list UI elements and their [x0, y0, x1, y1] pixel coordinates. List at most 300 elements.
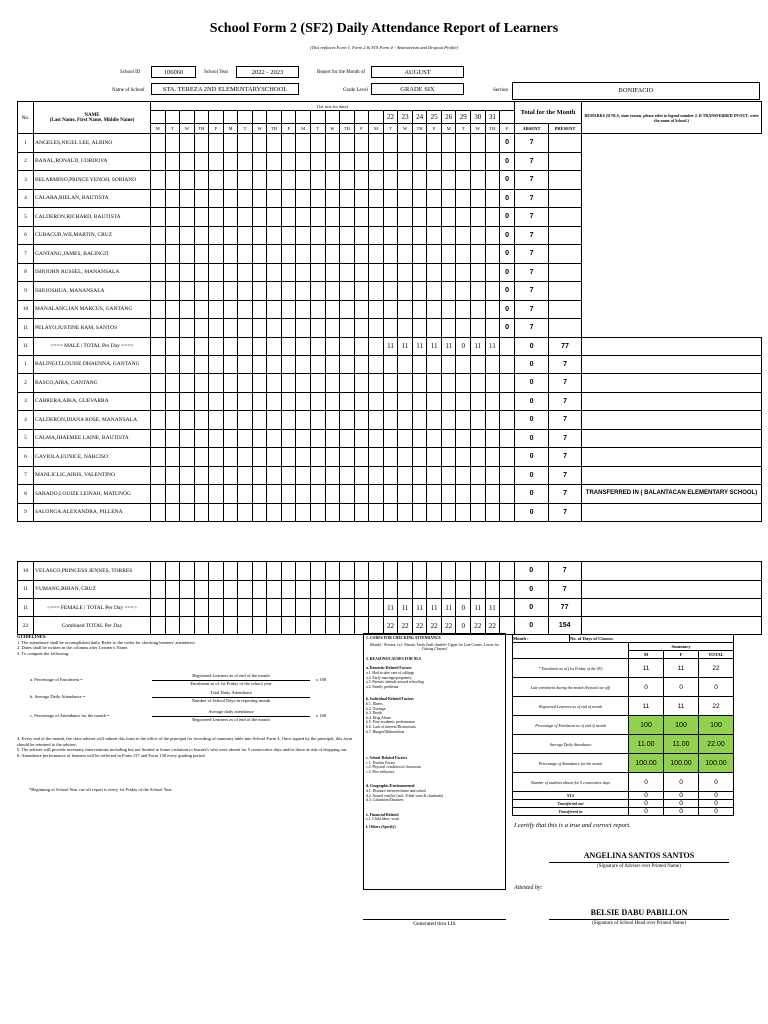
attendance-cell[interactable]: [252, 134, 267, 153]
attendance-cell[interactable]: [427, 485, 442, 504]
attendance-cell[interactable]: [311, 503, 326, 522]
attendance-cell[interactable]: [281, 562, 296, 581]
attendance-cell[interactable]: [456, 562, 471, 581]
attendance-cell[interactable]: [325, 226, 340, 245]
attendance-cell[interactable]: [267, 134, 282, 153]
attendance-cell[interactable]: [311, 411, 326, 430]
attendance-cell[interactable]: [252, 152, 267, 171]
attendance-cell[interactable]: [340, 503, 355, 522]
attendance-cell[interactable]: [398, 226, 413, 245]
attendance-cell[interactable]: [325, 355, 340, 374]
attendance-cell[interactable]: [500, 448, 515, 467]
attendance-cell[interactable]: [209, 485, 224, 504]
attendance-cell[interactable]: [165, 355, 180, 374]
attendance-cell[interactable]: [383, 562, 398, 581]
attendance-cell[interactable]: [441, 429, 456, 448]
attendance-cell[interactable]: [441, 245, 456, 264]
attendance-cell[interactable]: [223, 429, 238, 448]
attendance-cell[interactable]: [238, 374, 253, 393]
attendance-cell[interactable]: [267, 429, 282, 448]
attendance-cell[interactable]: [412, 245, 427, 264]
attendance-cell[interactable]: [471, 374, 486, 393]
attendance-cell[interactable]: [281, 263, 296, 282]
attendance-cell[interactable]: [267, 171, 282, 190]
attendance-cell[interactable]: [252, 282, 267, 301]
attendance-cell[interactable]: [165, 263, 180, 282]
attendance-cell[interactable]: [456, 319, 471, 338]
attendance-cell[interactable]: [238, 503, 253, 522]
attendance-cell[interactable]: [471, 245, 486, 264]
attendance-cell[interactable]: [194, 485, 209, 504]
attendance-cell[interactable]: [252, 208, 267, 227]
attendance-cell[interactable]: [151, 263, 166, 282]
attendance-cell[interactable]: [238, 226, 253, 245]
attendance-cell[interactable]: [325, 448, 340, 467]
attendance-cell[interactable]: [151, 429, 166, 448]
attendance-cell[interactable]: [456, 392, 471, 411]
attendance-cell[interactable]: [151, 319, 166, 338]
attendance-cell[interactable]: [238, 208, 253, 227]
attendance-cell[interactable]: [383, 152, 398, 171]
attendance-cell[interactable]: [194, 503, 209, 522]
attendance-cell[interactable]: [281, 466, 296, 485]
attendance-cell[interactable]: [238, 411, 253, 430]
attendance-cell[interactable]: [296, 282, 311, 301]
attendance-cell[interactable]: [485, 485, 500, 504]
attendance-cell[interactable]: [296, 134, 311, 153]
attendance-cell[interactable]: [151, 503, 166, 522]
attendance-cell[interactable]: [311, 392, 326, 411]
attendance-cell[interactable]: [267, 282, 282, 301]
attendance-cell[interactable]: [485, 263, 500, 282]
attendance-cell[interactable]: [223, 189, 238, 208]
attendance-cell[interactable]: [456, 448, 471, 467]
attendance-cell[interactable]: [151, 152, 166, 171]
attendance-cell[interactable]: [209, 466, 224, 485]
attendance-cell[interactable]: [296, 429, 311, 448]
attendance-cell[interactable]: [398, 374, 413, 393]
attendance-cell[interactable]: [354, 466, 369, 485]
attendance-cell[interactable]: [383, 448, 398, 467]
attendance-cell[interactable]: [252, 245, 267, 264]
attendance-cell[interactable]: [383, 580, 398, 599]
attendance-cell[interactable]: [165, 189, 180, 208]
attendance-cell[interactable]: [471, 466, 486, 485]
attendance-cell[interactable]: [311, 152, 326, 171]
attendance-cell[interactable]: [296, 208, 311, 227]
attendance-cell[interactable]: [485, 152, 500, 171]
attendance-cell[interactable]: [238, 448, 253, 467]
attendance-cell[interactable]: [427, 171, 442, 190]
attendance-cell[interactable]: [311, 226, 326, 245]
attendance-cell[interactable]: [296, 448, 311, 467]
attendance-cell[interactable]: [209, 319, 224, 338]
attendance-cell[interactable]: [296, 485, 311, 504]
attendance-cell[interactable]: [412, 189, 427, 208]
attendance-cell[interactable]: [340, 189, 355, 208]
attendance-cell[interactable]: [223, 282, 238, 301]
attendance-cell[interactable]: [165, 245, 180, 264]
attendance-cell[interactable]: [165, 282, 180, 301]
attendance-cell[interactable]: [281, 374, 296, 393]
attendance-cell[interactable]: [485, 189, 500, 208]
attendance-cell[interactable]: [500, 485, 515, 504]
attendance-cell[interactable]: [281, 300, 296, 319]
attendance-cell[interactable]: [427, 152, 442, 171]
attendance-cell[interactable]: [325, 189, 340, 208]
attendance-cell[interactable]: [398, 448, 413, 467]
attendance-cell[interactable]: [180, 300, 195, 319]
attendance-cell[interactable]: [485, 448, 500, 467]
attendance-cell[interactable]: [383, 429, 398, 448]
attendance-cell[interactable]: [383, 355, 398, 374]
attendance-cell[interactable]: [252, 485, 267, 504]
attendance-cell[interactable]: [281, 485, 296, 504]
attendance-cell[interactable]: [441, 152, 456, 171]
attendance-cell[interactable]: [296, 411, 311, 430]
attendance-cell[interactable]: [267, 300, 282, 319]
attendance-cell[interactable]: [412, 134, 427, 153]
attendance-cell[interactable]: [383, 392, 398, 411]
attendance-cell[interactable]: [369, 411, 384, 430]
attendance-cell[interactable]: [456, 226, 471, 245]
attendance-cell[interactable]: [223, 171, 238, 190]
attendance-cell[interactable]: [151, 562, 166, 581]
attendance-cell[interactable]: [180, 355, 195, 374]
attendance-cell[interactable]: [427, 448, 442, 467]
attendance-cell[interactable]: [383, 374, 398, 393]
attendance-cell[interactable]: [369, 152, 384, 171]
attendance-cell[interactable]: [180, 411, 195, 430]
attendance-cell[interactable]: [354, 355, 369, 374]
attendance-cell[interactable]: [471, 392, 486, 411]
attendance-cell[interactable]: [311, 448, 326, 467]
attendance-cell[interactable]: [194, 189, 209, 208]
attendance-cell[interactable]: [471, 448, 486, 467]
attendance-cell[interactable]: [223, 152, 238, 171]
attendance-cell[interactable]: [427, 392, 442, 411]
attendance-cell[interactable]: [500, 392, 515, 411]
attendance-cell[interactable]: [223, 374, 238, 393]
attendance-cell[interactable]: [398, 580, 413, 599]
attendance-cell[interactable]: [383, 171, 398, 190]
attendance-cell[interactable]: [412, 448, 427, 467]
attendance-cell[interactable]: [471, 411, 486, 430]
attendance-cell[interactable]: [471, 503, 486, 522]
attendance-cell[interactable]: [165, 319, 180, 338]
attendance-cell[interactable]: [427, 466, 442, 485]
attendance-cell[interactable]: [165, 466, 180, 485]
attendance-cell[interactable]: [151, 466, 166, 485]
attendance-cell[interactable]: [412, 392, 427, 411]
attendance-cell[interactable]: [252, 189, 267, 208]
attendance-cell[interactable]: [500, 374, 515, 393]
attendance-cell[interactable]: [383, 134, 398, 153]
attendance-cell[interactable]: [398, 485, 413, 504]
attendance-cell[interactable]: [485, 300, 500, 319]
attendance-cell[interactable]: [412, 355, 427, 374]
attendance-cell[interactable]: [281, 171, 296, 190]
attendance-cell[interactable]: [471, 319, 486, 338]
attendance-cell[interactable]: [369, 503, 384, 522]
attendance-cell[interactable]: [180, 245, 195, 264]
attendance-cell[interactable]: [383, 282, 398, 301]
attendance-cell[interactable]: [223, 300, 238, 319]
attendance-cell[interactable]: [427, 300, 442, 319]
attendance-cell[interactable]: [354, 245, 369, 264]
attendance-cell[interactable]: [296, 319, 311, 338]
attendance-cell[interactable]: [238, 466, 253, 485]
attendance-cell[interactable]: [180, 226, 195, 245]
attendance-cell[interactable]: [209, 503, 224, 522]
attendance-cell[interactable]: [340, 226, 355, 245]
attendance-cell[interactable]: [325, 171, 340, 190]
attendance-cell[interactable]: [238, 319, 253, 338]
attendance-cell[interactable]: [180, 580, 195, 599]
attendance-cell[interactable]: [340, 392, 355, 411]
attendance-cell[interactable]: [383, 503, 398, 522]
attendance-cell[interactable]: [267, 466, 282, 485]
attendance-cell[interactable]: [325, 503, 340, 522]
attendance-cell[interactable]: [238, 300, 253, 319]
attendance-cell[interactable]: [354, 448, 369, 467]
attendance-cell[interactable]: [340, 171, 355, 190]
attendance-cell[interactable]: [194, 263, 209, 282]
attendance-cell[interactable]: [223, 263, 238, 282]
attendance-cell[interactable]: [180, 448, 195, 467]
attendance-cell[interactable]: [267, 448, 282, 467]
attendance-cell[interactable]: [209, 355, 224, 374]
attendance-cell[interactable]: [209, 392, 224, 411]
attendance-cell[interactable]: [165, 503, 180, 522]
attendance-cell[interactable]: [456, 503, 471, 522]
attendance-cell[interactable]: [325, 319, 340, 338]
attendance-cell[interactable]: [398, 300, 413, 319]
attendance-cell[interactable]: [238, 429, 253, 448]
attendance-cell[interactable]: [311, 485, 326, 504]
attendance-cell[interactable]: [383, 263, 398, 282]
attendance-cell[interactable]: [369, 562, 384, 581]
attendance-cell[interactable]: [398, 562, 413, 581]
attendance-cell[interactable]: [325, 134, 340, 153]
attendance-cell[interactable]: [340, 374, 355, 393]
attendance-cell[interactable]: [281, 152, 296, 171]
attendance-cell[interactable]: [209, 171, 224, 190]
attendance-cell[interactable]: [180, 263, 195, 282]
attendance-cell[interactable]: [485, 429, 500, 448]
attendance-cell[interactable]: [412, 263, 427, 282]
attendance-cell[interactable]: [441, 189, 456, 208]
attendance-cell[interactable]: [354, 580, 369, 599]
attendance-cell[interactable]: [209, 562, 224, 581]
attendance-cell[interactable]: [165, 300, 180, 319]
attendance-cell[interactable]: [340, 485, 355, 504]
attendance-cell[interactable]: [281, 392, 296, 411]
attendance-cell[interactable]: [340, 562, 355, 581]
attendance-cell[interactable]: [267, 263, 282, 282]
attendance-cell[interactable]: [354, 562, 369, 581]
attendance-cell[interactable]: [151, 245, 166, 264]
attendance-cell[interactable]: [267, 245, 282, 264]
attendance-cell[interactable]: [151, 448, 166, 467]
attendance-cell[interactable]: [441, 263, 456, 282]
attendance-cell[interactable]: [456, 429, 471, 448]
attendance-cell[interactable]: [311, 189, 326, 208]
attendance-cell[interactable]: [223, 392, 238, 411]
attendance-cell[interactable]: [165, 208, 180, 227]
attendance-cell[interactable]: [267, 189, 282, 208]
attendance-cell[interactable]: [427, 319, 442, 338]
attendance-cell[interactable]: [427, 226, 442, 245]
attendance-cell[interactable]: [281, 134, 296, 153]
attendance-cell[interactable]: [209, 189, 224, 208]
attendance-cell[interactable]: [267, 580, 282, 599]
attendance-cell[interactable]: [369, 580, 384, 599]
attendance-cell[interactable]: [412, 429, 427, 448]
attendance-cell[interactable]: [340, 282, 355, 301]
attendance-cell[interactable]: [441, 282, 456, 301]
attendance-cell[interactable]: [238, 134, 253, 153]
attendance-cell[interactable]: [412, 226, 427, 245]
attendance-cell[interactable]: [398, 208, 413, 227]
attendance-cell[interactable]: [412, 411, 427, 430]
attendance-cell[interactable]: [485, 208, 500, 227]
attendance-cell[interactable]: [427, 208, 442, 227]
attendance-cell[interactable]: [209, 208, 224, 227]
attendance-cell[interactable]: [456, 411, 471, 430]
attendance-cell[interactable]: [252, 429, 267, 448]
attendance-cell[interactable]: [281, 282, 296, 301]
attendance-cell[interactable]: [296, 226, 311, 245]
attendance-cell[interactable]: [151, 300, 166, 319]
attendance-cell[interactable]: [412, 300, 427, 319]
attendance-cell[interactable]: [165, 226, 180, 245]
attendance-cell[interactable]: [194, 580, 209, 599]
attendance-cell[interactable]: [427, 429, 442, 448]
attendance-cell[interactable]: [441, 374, 456, 393]
attendance-cell[interactable]: [165, 152, 180, 171]
attendance-cell[interactable]: [441, 466, 456, 485]
attendance-cell[interactable]: [383, 319, 398, 338]
attendance-cell[interactable]: [296, 580, 311, 599]
attendance-cell[interactable]: [281, 429, 296, 448]
attendance-cell[interactable]: [383, 245, 398, 264]
attendance-cell[interactable]: [325, 208, 340, 227]
attendance-cell[interactable]: [471, 485, 486, 504]
attendance-cell[interactable]: [456, 171, 471, 190]
attendance-cell[interactable]: [151, 134, 166, 153]
attendance-cell[interactable]: [238, 152, 253, 171]
attendance-cell[interactable]: [209, 245, 224, 264]
attendance-cell[interactable]: [325, 466, 340, 485]
attendance-cell[interactable]: [325, 411, 340, 430]
attendance-cell[interactable]: [441, 448, 456, 467]
attendance-cell[interactable]: [398, 411, 413, 430]
attendance-cell[interactable]: [354, 411, 369, 430]
attendance-cell[interactable]: [340, 448, 355, 467]
attendance-cell[interactable]: [485, 392, 500, 411]
attendance-cell[interactable]: [194, 355, 209, 374]
attendance-cell[interactable]: [223, 226, 238, 245]
attendance-cell[interactable]: [325, 263, 340, 282]
attendance-cell[interactable]: [311, 171, 326, 190]
attendance-cell[interactable]: [180, 392, 195, 411]
attendance-cell[interactable]: [456, 282, 471, 301]
attendance-cell[interactable]: [325, 282, 340, 301]
attendance-cell[interactable]: [456, 208, 471, 227]
attendance-cell[interactable]: [194, 134, 209, 153]
attendance-cell[interactable]: [500, 355, 515, 374]
attendance-cell[interactable]: [383, 226, 398, 245]
attendance-cell[interactable]: [412, 152, 427, 171]
attendance-cell[interactable]: [412, 319, 427, 338]
attendance-cell[interactable]: [209, 263, 224, 282]
attendance-cell[interactable]: [194, 152, 209, 171]
attendance-cell[interactable]: [180, 171, 195, 190]
attendance-cell[interactable]: [354, 263, 369, 282]
attendance-cell[interactable]: [223, 466, 238, 485]
attendance-cell[interactable]: [252, 411, 267, 430]
attendance-cell[interactable]: [441, 171, 456, 190]
attendance-cell[interactable]: [267, 355, 282, 374]
attendance-cell[interactable]: [252, 319, 267, 338]
attendance-cell[interactable]: [311, 282, 326, 301]
attendance-cell[interactable]: [412, 485, 427, 504]
attendance-cell[interactable]: [340, 319, 355, 338]
attendance-cell[interactable]: [281, 355, 296, 374]
attendance-cell[interactable]: [354, 171, 369, 190]
attendance-cell[interactable]: [412, 282, 427, 301]
attendance-cell[interactable]: [267, 374, 282, 393]
attendance-cell[interactable]: [180, 503, 195, 522]
attendance-cell[interactable]: [238, 580, 253, 599]
attendance-cell[interactable]: [412, 466, 427, 485]
attendance-cell[interactable]: [180, 485, 195, 504]
attendance-cell[interactable]: [209, 226, 224, 245]
attendance-cell[interactable]: [412, 208, 427, 227]
attendance-cell[interactable]: [194, 245, 209, 264]
attendance-cell[interactable]: [427, 282, 442, 301]
attendance-cell[interactable]: [252, 355, 267, 374]
attendance-cell[interactable]: [383, 300, 398, 319]
attendance-cell[interactable]: [238, 263, 253, 282]
attendance-cell[interactable]: [267, 319, 282, 338]
attendance-cell[interactable]: [369, 171, 384, 190]
attendance-cell[interactable]: [369, 300, 384, 319]
attendance-cell[interactable]: [383, 485, 398, 504]
attendance-cell[interactable]: [354, 189, 369, 208]
attendance-cell[interactable]: [354, 392, 369, 411]
attendance-cell[interactable]: [180, 134, 195, 153]
attendance-cell[interactable]: [412, 171, 427, 190]
attendance-cell[interactable]: [252, 466, 267, 485]
attendance-cell[interactable]: [267, 152, 282, 171]
attendance-cell[interactable]: [209, 374, 224, 393]
attendance-cell[interactable]: [325, 152, 340, 171]
attendance-cell[interactable]: [485, 245, 500, 264]
attendance-cell[interactable]: [471, 171, 486, 190]
attendance-cell[interactable]: [369, 189, 384, 208]
attendance-cell[interactable]: [456, 245, 471, 264]
attendance-cell[interactable]: [238, 189, 253, 208]
attendance-cell[interactable]: [398, 503, 413, 522]
attendance-cell[interactable]: [325, 245, 340, 264]
attendance-cell[interactable]: [180, 466, 195, 485]
attendance-cell[interactable]: [340, 355, 355, 374]
attendance-cell[interactable]: [209, 134, 224, 153]
attendance-cell[interactable]: [427, 245, 442, 264]
attendance-cell[interactable]: [165, 562, 180, 581]
